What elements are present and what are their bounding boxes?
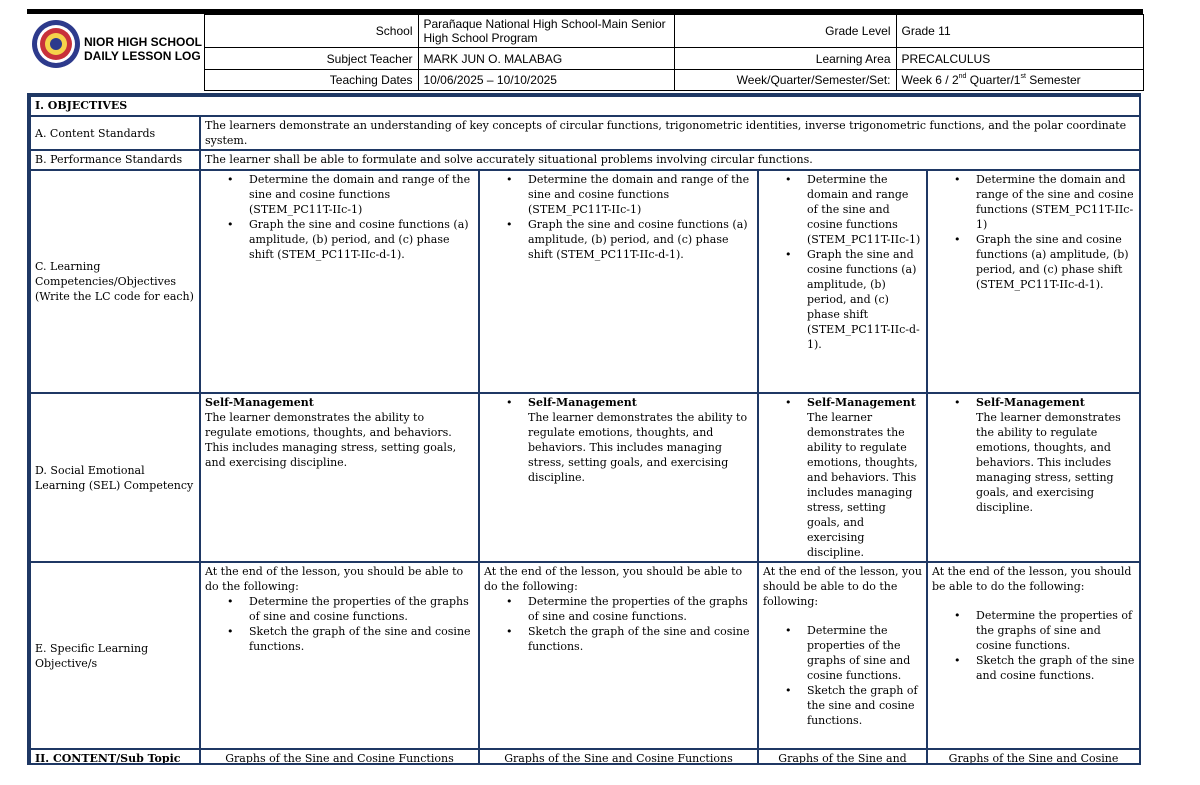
content-day-1: Graphs of the Sine and Cosine Functions: [200, 749, 479, 765]
grade-level-label: Grade Level: [674, 15, 896, 48]
sel-day-1: Self-Management The learner demonstrates the ability to regulate emotions, thoughts, and behaviors. This includes managing stress, setting goals, and exercising discipline.: [200, 393, 479, 562]
list-item: • Self-Management The learner demonstrates the ability to regulate emotions, thoughts, and behaviors. This includes managing stress, setting goals, and exercising discipline.: [807, 395, 922, 560]
list-item: • Sketch the graph of the sine and cosine functions.: [528, 624, 753, 654]
school-label: School: [204, 15, 418, 48]
specific-day-4: At the end of the lesson, you should be able to do the following: • Determine the properties of the graphs of sine and cosine functions. • Sketch the graph of the sine and cosine functions.: [927, 562, 1140, 749]
list-item: • Determine the properties of the graphs of sine and cosine functions.: [807, 623, 922, 683]
competencies-day-4: [927, 170, 1140, 393]
list-item: • Determine the domain and range of the sine and cosine functions (STEM_PC11T-IIc-1): [807, 172, 922, 247]
content-day-4: Graphs of the Sine and Cosine: [927, 749, 1140, 765]
list-item: • Graph the sine and cosine functions (a) amplitude, (b) period, and (c) phase shift (STEM_PC11T-IIc-d-1).: [976, 232, 1135, 292]
competencies-label: C. Learning Competencies/Objectives (Write the LC code for each): [30, 170, 200, 393]
school-title: NIOR HIGH SCHOOL DAILY LESSON LOG: [84, 34, 203, 63]
sel-day-4: [927, 393, 1140, 562]
competencies-day-3: [758, 170, 927, 393]
specific-day-2: At the end of the lesson, you should be able to do the following: • Determine the properties of the graphs of sine and cosine functions. • Sketch the graph of the sine and cosine functions.: [479, 562, 758, 749]
header-table: [27, 14, 1144, 91]
list-item: • Determine the domain and range of the sine and cosine functions (STEM_PC11T-IIc-1): [976, 172, 1135, 232]
week-label: Week/Quarter/Semester/Set:: [674, 70, 896, 91]
deped-seal-logo: [31, 19, 81, 69]
competencies-day-2: [479, 170, 758, 393]
sel-day-2: [479, 393, 758, 562]
list-item: • Determine the properties of the graphs of sine and cosine functions.: [528, 594, 753, 624]
learning-area-value: PRECALCULUS: [896, 48, 1143, 70]
sel-label: D. Social Emotional Learning (SEL) Competency: [30, 393, 200, 562]
school-value: Parañaque National High School-Main Senior High School Program: [418, 15, 674, 48]
content-day-3: Graphs of the Sine and: [758, 749, 927, 765]
list-item: • Sketch the graph of the sine and cosine functions.: [249, 624, 474, 654]
week-value: Week 6 / 2nd Quarter/1st Semester: [896, 70, 1143, 91]
subject-teacher-label: Subject Teacher: [204, 48, 418, 70]
logo-cell: [27, 15, 204, 91]
list-item: • Self-Management The learner demonstrates the ability to regulate emotions, thoughts, and behaviors. This includes managing stress, setting goals, and exercising discipline.: [976, 395, 1135, 515]
list-item: • Sketch the graph of the sine and cosine functions.: [807, 683, 922, 728]
list-item: • Determine the properties of the graphs of sine and cosine functions.: [976, 608, 1135, 653]
grade-level-value: Grade 11: [896, 15, 1143, 48]
specific-day-3: At the end of the lesson, you should be able to do the following: • Determine the properties of the graphs of sine and cosine functions. • Sketch the graph of the sine and cosine functions.: [758, 562, 927, 749]
objectives-section-title: I. OBJECTIVES: [30, 96, 1140, 116]
list-item: • Determine the domain and range of the sine and cosine functions (STEM_PC11T-IIc-1): [528, 172, 753, 217]
content-standards-value: The learners demonstrate an understanding of key concepts of circular functions, trigonometric identities, inverse trigonometric functions, and the polar coordinate system.: [200, 116, 1140, 150]
performance-standards-label: B. Performance Standards: [30, 150, 200, 170]
list-item: • Graph the sine and cosine functions (a) amplitude, (b) period, and (c) phase shift (STEM_PC11T-IIc-d-1).: [807, 247, 922, 352]
competencies-day-1: [200, 170, 479, 393]
specific-day-1: At the end of the lesson, you should be able to do the following: • Determine the properties of the graphs of sine and cosine functions. • Sketch the graph of the sine and cosine functions.: [200, 562, 479, 749]
list-item: • Determine the domain and range of the sine and cosine functions (STEM_PC11T-IIc-1): [249, 172, 474, 217]
content-subtopic-label: II. CONTENT/Sub Topic: [30, 749, 200, 765]
learning-area-label: Learning Area: [674, 48, 896, 70]
list-item: • Graph the sine and cosine functions (a) amplitude, (b) period, and (c) phase shift (STEM_PC11T-IIc-d-1).: [528, 217, 753, 262]
sel-day-3: [758, 393, 927, 562]
list-item: • Determine the properties of the graphs of sine and cosine functions.: [249, 594, 474, 624]
content-standards-label: A. Content Standards: [30, 116, 200, 150]
performance-standards-value: The learner shall be able to formulate and solve accurately situational problems involving circular functions.: [200, 150, 1140, 170]
objectives-table: [29, 95, 1141, 765]
specific-objectives-label: E. Specific Learning Objective/s: [30, 562, 200, 749]
list-item: • Self-Management The learner demonstrates the ability to regulate emotions, thoughts, and behaviors. This includes managing stress, setting goals, and exercising discipline.: [528, 395, 753, 485]
teaching-dates-label: Teaching Dates: [204, 70, 418, 91]
list-item: • Sketch the graph of the sine and cosine functions.: [976, 653, 1135, 683]
teaching-dates-value: 10/06/2025 – 10/10/2025: [418, 70, 674, 91]
lesson-log-body: [27, 93, 1141, 765]
subject-teacher-value: MARK JUN O. MALABAG: [418, 48, 674, 70]
content-day-2: Graphs of the Sine and Cosine Functions: [479, 749, 758, 765]
list-item: • Graph the sine and cosine functions (a) amplitude, (b) period, and (c) phase shift (STEM_PC11T-IIc-d-1).: [249, 217, 474, 262]
